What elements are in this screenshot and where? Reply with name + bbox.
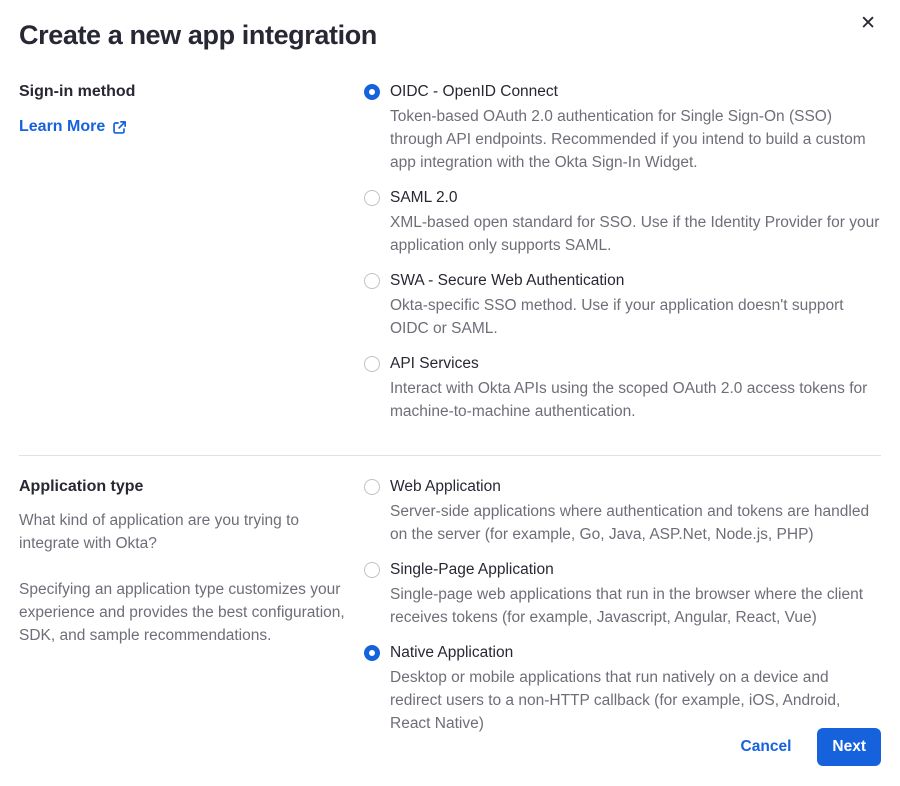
dialog-footer (741, 728, 881, 766)
radio-native-application[interactable] (364, 645, 380, 661)
signin-method-section (19, 81, 881, 423)
option-saml-text (390, 187, 881, 257)
option-saml[interactable] (364, 187, 881, 257)
learn-more-link[interactable] (19, 118, 127, 136)
option-swa[interactable] (364, 270, 881, 340)
option-api-services-label: API Services (390, 355, 479, 372)
option-saml-description: XML-based open standard for SSO. Use if the Identity Provider for your application only supports SAML. (390, 214, 880, 254)
cancel-button[interactable]: Cancel (740, 738, 792, 755)
learn-more-label: Learn More (19, 118, 106, 135)
option-oidc-description: Token-based OAuth 2.0 authentication for Single Sign-On (SSO) through API endpoints. Recommended if you intend to build a custom app integration with the Okta Sign-In Widget. (390, 108, 866, 171)
option-swa-text (390, 270, 881, 340)
option-web-application[interactable] (364, 476, 881, 546)
option-single-page-application[interactable] (364, 559, 881, 629)
option-web-application-label: Web Application (390, 478, 501, 495)
option-saml-label: SAML 2.0 (390, 189, 458, 206)
application-type-question: What kind of application are you trying to integrate with Okta? (19, 512, 300, 552)
application-type-heading: Application type (19, 478, 144, 495)
option-single-page-application-text (390, 559, 881, 629)
option-single-page-application-label: Single-Page Application (390, 561, 554, 578)
option-api-services[interactable] (364, 353, 881, 423)
radio-swa[interactable] (364, 273, 380, 289)
application-type-options (364, 476, 881, 735)
external-link-icon (112, 120, 127, 135)
radio-api-services[interactable] (364, 356, 380, 372)
option-swa-label: SWA - Secure Web Authentication (390, 272, 625, 289)
signin-method-heading: Sign-in method (19, 83, 136, 100)
option-native-application[interactable] (364, 642, 881, 735)
radio-saml[interactable] (364, 190, 380, 206)
option-oidc-text (390, 81, 881, 174)
radio-single-page-application[interactable] (364, 562, 380, 578)
application-type-note: Specifying an application type customizes your experience and provides the best configuration, SDK, and sample recommendations. (19, 581, 345, 644)
radio-web-application[interactable] (364, 479, 380, 495)
close-icon[interactable]: ✕ (856, 10, 880, 37)
radio-oidc[interactable] (364, 84, 380, 100)
dialog-title: Create a new app integration (19, 20, 377, 50)
option-native-application-label: Native Application (390, 644, 514, 661)
option-web-application-description: Server-side applications where authentication and tokens are handled on the server (for example, Go, Java, ASP.Net, Node.js, PHP) (390, 503, 870, 543)
section-divider (19, 455, 881, 456)
option-oidc[interactable] (364, 81, 881, 174)
signin-method-options (364, 81, 881, 423)
option-api-services-description: Interact with Okta APIs using the scoped OAuth 2.0 access tokens for machine-to-machine authentication. (390, 380, 868, 420)
application-type-left-column (19, 476, 364, 647)
option-oidc-label: OIDC - OpenID Connect (390, 83, 558, 100)
option-swa-description: Okta-specific SSO method. Use if your application doesn't support OIDC or SAML. (390, 297, 844, 337)
next-button[interactable]: Next (817, 728, 881, 766)
signin-method-left-column (19, 81, 364, 136)
option-api-services-text (390, 353, 881, 423)
option-native-application-description: Desktop or mobile applications that run natively on a device and redirect users to a non-HTTP callback (for example, iOS, Android, React Native) (390, 669, 841, 732)
application-type-section (19, 476, 881, 735)
option-single-page-application-description: Single-page web applications that run in the browser where the client receives tokens (for example, Javascript, Angular, React, Vue) (390, 586, 864, 626)
option-web-application-text (390, 476, 881, 546)
option-native-application-text (390, 642, 881, 735)
